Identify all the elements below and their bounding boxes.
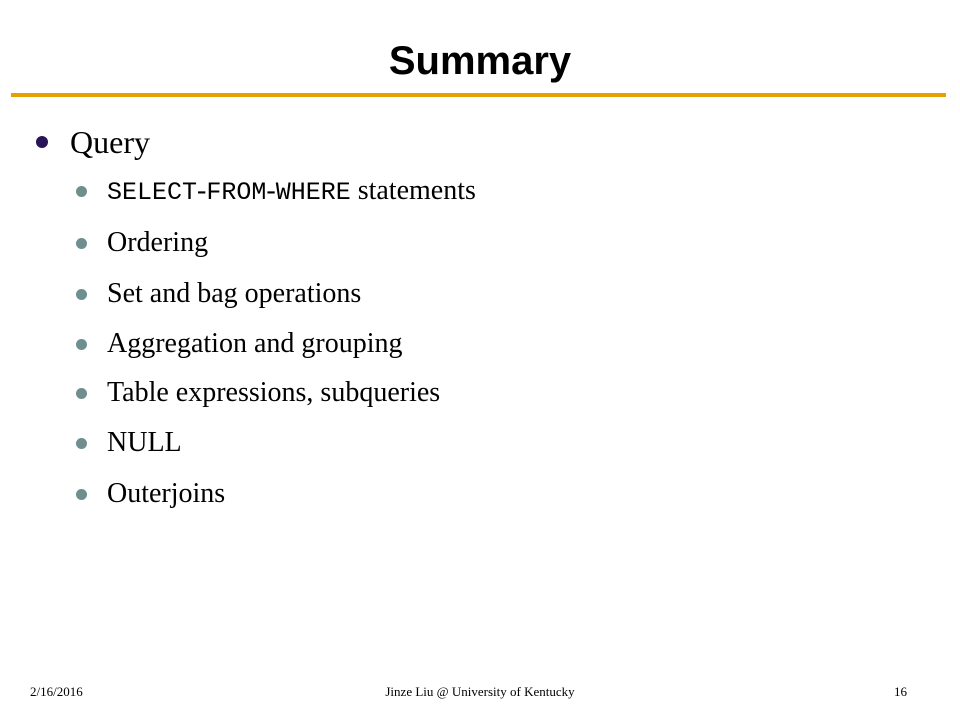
- footer-page-number: 16: [894, 684, 907, 699]
- sub-bullet-label: Outerjoins: [107, 478, 226, 509]
- sub-bullet-ordering: [76, 225, 208, 261]
- sub-bullet-dot-icon: [76, 289, 87, 300]
- sub-bullet-label: Ordering: [107, 227, 209, 258]
- bullet-label: Query: [70, 123, 150, 160]
- sub-bullet-set-bag: [76, 276, 361, 312]
- dash-1: -: [197, 175, 207, 206]
- bullet-dot-icon: [36, 136, 48, 148]
- sub-bullet-select-from-where: [76, 173, 476, 209]
- bullet-query: [36, 122, 150, 162]
- sub-bullet-table-expressions: [76, 375, 440, 411]
- code-from: FROM: [206, 178, 267, 207]
- sub-bullet-aggregation: [76, 326, 403, 362]
- sub-bullet-dot-icon: [76, 186, 87, 197]
- sub-bullet-label: Table expressions, subqueries: [107, 377, 441, 408]
- code-where: WHERE: [275, 178, 351, 207]
- sub-bullet-outerjoins: [76, 476, 225, 512]
- footer-date: 2/16/2016: [30, 684, 83, 699]
- sub-bullet-dot-icon: [76, 489, 87, 500]
- sub-bullet-label: NULL: [107, 427, 182, 458]
- sub-bullet-label: Aggregation and grouping: [107, 328, 403, 359]
- title-underline: [11, 93, 946, 97]
- dash-2: -: [266, 175, 276, 206]
- sub-bullet-null: [76, 425, 182, 461]
- sub-bullet-dot-icon: [76, 339, 87, 350]
- sub-bullet-dot-icon: [76, 238, 87, 249]
- sub-bullet-dot-icon: [76, 388, 87, 399]
- sub-bullet-text: [107, 175, 476, 207]
- slide-title: Summary: [388, 39, 572, 83]
- code-select: SELECT: [107, 178, 198, 207]
- footer-author: Jinze Liu @ University of Kentucky: [385, 684, 575, 699]
- sub-bullet-label: Set and bag operations: [107, 278, 362, 309]
- statements-text: statements: [350, 175, 476, 206]
- sub-bullet-dot-icon: [76, 438, 87, 449]
